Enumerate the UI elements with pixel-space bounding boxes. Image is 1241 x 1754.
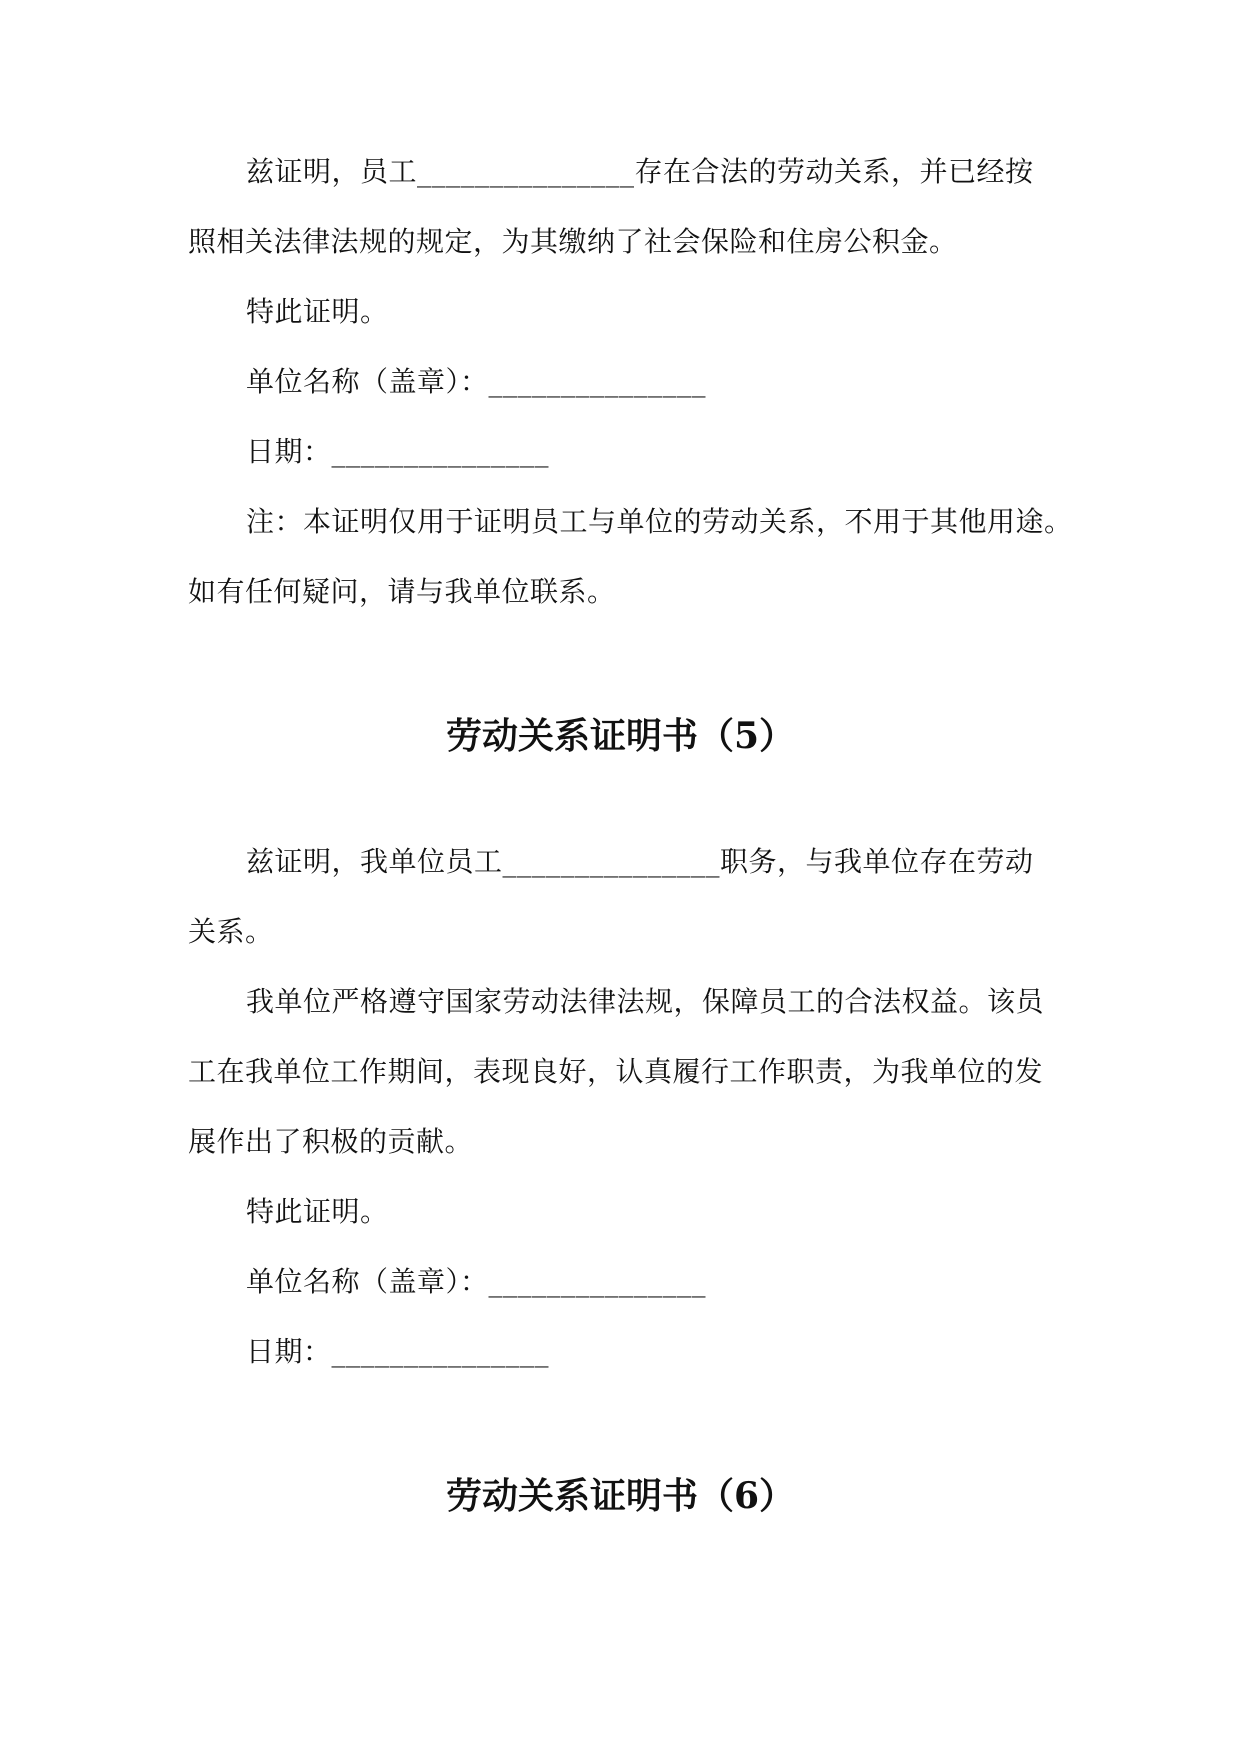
paragraph-line: 兹证明，我单位员工_______________职务，与我单位存在劳动 [246,845,1034,878]
note-line: 如有任何疑问，请与我单位联系。 [188,575,616,608]
paragraph-line: 关系。 [188,915,274,948]
paragraph-line: 照相关法律法规的规定，为其缴纳了社会保险和住房公积金。 [188,225,958,258]
paragraph-line: 工在我单位工作期间，表现良好，认真履行工作职责，为我单位的发 [188,1055,1044,1088]
closing-statement: 特此证明。 [246,1195,389,1228]
paragraph-line: 兹证明，员工_______________存在合法的劳动关系，并已经按 [246,155,1034,188]
closing-statement: 特此证明。 [246,295,389,328]
note-line: 注：本证明仅用于证明员工与单位的劳动关系，不用于其他用途。 [246,505,1073,538]
paragraph-line: 展作出了积极的贡献。 [188,1125,474,1158]
section-title: 劳动关系证明书（6） [445,1475,796,1517]
section-title: 劳动关系证明书（5） [445,715,796,757]
date-field: 日期：_______________ [246,1335,550,1368]
date-field: 日期：_______________ [246,435,550,468]
unit-name-field: 单位名称（盖章）：_______________ [246,1265,707,1298]
unit-name-field: 单位名称（盖章）：_______________ [246,365,707,398]
paragraph-line: 我单位严格遵守国家劳动法律法规，保障员工的合法权益。该员 [246,985,1045,1018]
